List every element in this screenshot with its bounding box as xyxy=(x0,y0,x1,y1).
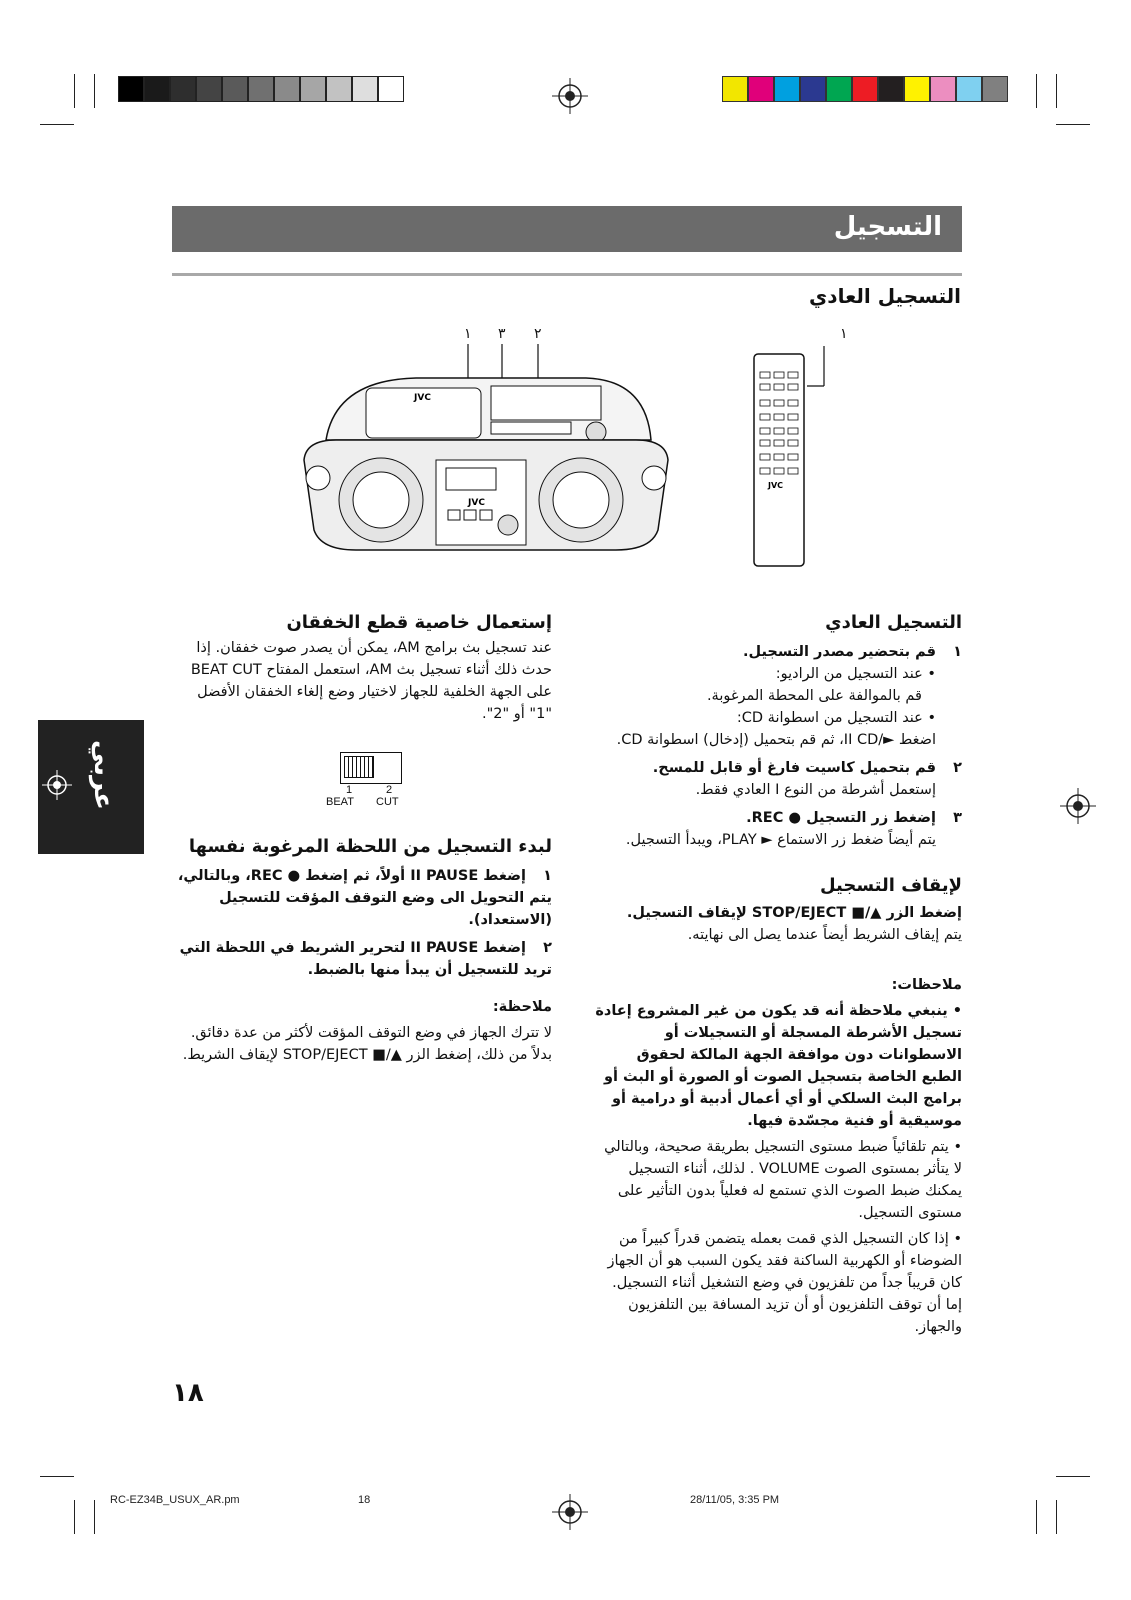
gray-swatch xyxy=(352,76,378,102)
color-swatch xyxy=(904,76,930,102)
color-swatch xyxy=(982,76,1008,102)
step-1: قم بتحضير مصدر التسجيل. xyxy=(743,644,936,660)
step-number: ٢ xyxy=(543,940,552,956)
switch-label-beat: BEAT xyxy=(326,796,354,808)
divider xyxy=(172,273,962,276)
language-tab-label: عربي xyxy=(88,740,118,811)
step-number: ١ xyxy=(953,644,962,660)
callout-3: ٣ xyxy=(498,326,506,342)
color-swatch xyxy=(930,76,956,102)
registration-mark-icon xyxy=(42,770,72,800)
color-swatch xyxy=(852,76,878,102)
gray-swatch xyxy=(300,76,326,102)
note-text: لا تترك الجهاز في وضع التوقف المؤقت لأكثر من عدة دقائق. بدلاً من ذلك، إضغط الزر ▲/■ STOP/EJECT لإيقاف الشريط. xyxy=(182,1025,552,1063)
beat-cut-switch xyxy=(340,752,402,784)
registration-mark-icon xyxy=(552,1494,588,1530)
left-column-start xyxy=(172,836,552,981)
remote-brand: JVC xyxy=(768,481,784,490)
stop-line-1: إضغط الزر ▲/■ STOP/EJECT لإيقاف التسجيل. xyxy=(626,905,962,921)
gray-swatch xyxy=(144,76,170,102)
step-number: ٢ xyxy=(953,760,962,776)
page-number: ١٨ xyxy=(172,1378,204,1408)
step-number: ٣ xyxy=(953,810,962,826)
stop-recording-heading: لإيقاف التسجيل xyxy=(819,875,962,896)
note-heading: ملاحظة: xyxy=(492,999,552,1015)
footer-date: 28/11/05, 3:35 PM xyxy=(690,1494,780,1506)
boombox-illustration xyxy=(296,340,676,570)
registration-mark-icon xyxy=(1060,788,1096,824)
note-1: • ينبغي ملاحظة أنه قد يكون من غير المشروع إعادة تسجيل الأشرطة المسجلة أو التسجيلات أو الاسطوانات دون موافقة الجهة المالكة لحقوق الطبع الخاصة بتسجيل الصوت أو الصورة أو البث أو برامج البث السلكي أو أي أعمال أدبية أو درامية أو موسيقية أو فنية مجسّدة فيها. xyxy=(595,1003,962,1129)
left-column xyxy=(172,612,552,725)
switch-label-cut: CUT xyxy=(376,796,399,808)
note-3: • إذا كان التسجيل الذي قمت بعمله يتضمن قدراً كبيراً من الضوضاء أو الكهربية الساكنة فقد يكون السبب هو أن الجهاز كان قريباً جداً من تلفزيون في وضع التشغيل أثناء التسجيل. إما أن توقف التلفزيون أو أن تزيد المسافة بين التلفزيون والجهاز. xyxy=(607,1231,962,1335)
left-column-note xyxy=(172,996,552,1066)
step-2-text: إستعمل أشرطة من النوع I العادي فقط. xyxy=(695,782,936,798)
gray-swatch xyxy=(378,76,404,102)
page-subtitle: التسجيل العادي xyxy=(808,284,961,308)
gray-swatch xyxy=(118,76,144,102)
gray-swatch xyxy=(222,76,248,102)
step-3: إضغط زر التسجيل ● REC. xyxy=(746,810,936,826)
gray-swatch xyxy=(196,76,222,102)
start-step-2: إضغط II PAUSE لتحرير الشريط في اللحظة التي تريد للتسجيل أن يبدأ منها بالضبط. xyxy=(179,940,552,978)
svg-text:JVC: JVC xyxy=(468,498,485,508)
switch-label-1: 1 xyxy=(346,784,353,796)
remote-control-illustration xyxy=(752,340,852,570)
cd-text: اضغط ►/II CD، ثم قم بتحميل (إدخال) اسطوانة CD. xyxy=(616,732,936,748)
beat-cut-text: عند تسجيل بث برامج AM، يمكن أن يصدر صوت خفقان. إذا حدث ذلك أثناء تسجيل بث AM، استعمل المفتاح BEAT CUT على الجهة الخلفية للجهاز لاختيار وضع إلغاء الخفقان الأفضل "1" أو "2". xyxy=(190,640,552,722)
note-2: • يتم تلقائياً ضبط مستوى التسجيل بطريقة صحيحة، وبالتالي لا يتأثر بمستوى الصوت VOLUME . لذلك، أثناء التسجيل يمكنك ضبط الصوت الذي تستمع له فعلياً بدون التأثير على مستوى التسجيل. xyxy=(604,1139,962,1221)
radio-text: قم بالموالفة على المحطة المرغوبة. xyxy=(706,688,922,704)
beat-cut-heading: إستعمال خاصية قطع الخفقان xyxy=(286,612,552,633)
switch-label-2: 2 xyxy=(386,784,393,796)
section-title-bar xyxy=(172,206,962,252)
color-swatch xyxy=(748,76,774,102)
gray-swatch xyxy=(274,76,300,102)
section-title: التسجيل xyxy=(833,212,942,242)
right-column xyxy=(592,612,962,1338)
notes-heading: ملاحظات: xyxy=(891,977,962,993)
registration-mark-icon xyxy=(552,78,588,114)
step-2: قم بتحميل كاسيت فارغ أو قابل للمسح. xyxy=(652,760,936,776)
normal-recording-heading: التسجيل العادي xyxy=(825,612,962,633)
gray-swatch xyxy=(326,76,352,102)
footer-page: 18 xyxy=(358,1494,371,1506)
gray-swatch xyxy=(170,76,196,102)
color-swatch xyxy=(800,76,826,102)
callout-2: ٢ xyxy=(534,326,542,342)
color-swatch xyxy=(774,76,800,102)
stop-line-2: يتم إيقاف الشريط أيضاً عندما يصل الى نهايته. xyxy=(687,927,962,943)
step-3-text: يتم أيضاً ضغط زر الاستماع ► PLAY، ويبدأ التسجيل. xyxy=(625,832,936,848)
start-recording-heading: لبدء التسجيل من اللحظة المرغوبة نفسها xyxy=(188,836,552,857)
color-swatch xyxy=(878,76,904,102)
cd-bullet: • عند التسجيل من اسطوانة CD: xyxy=(736,710,936,726)
callout-remote: ١ xyxy=(840,326,848,342)
radio-bullet: • عند التسجيل من الراديو: xyxy=(775,666,936,682)
color-swatch xyxy=(826,76,852,102)
gray-swatch xyxy=(248,76,274,102)
step-number: ١ xyxy=(543,868,552,884)
footer-file: RC-EZ34B_USUX_AR.pm xyxy=(110,1494,240,1506)
color-swatch xyxy=(956,76,982,102)
start-step-1: إضغط II PAUSE أولاً، ثم إضغط ● REC، وبالتالي، يتم التحويل الى وضع التوقف المؤقت للتسجيل (الاستعداد). xyxy=(177,868,552,928)
callout-1: ١ xyxy=(464,326,472,342)
deck-brand: JVC xyxy=(414,393,431,403)
color-swatch xyxy=(722,76,748,102)
